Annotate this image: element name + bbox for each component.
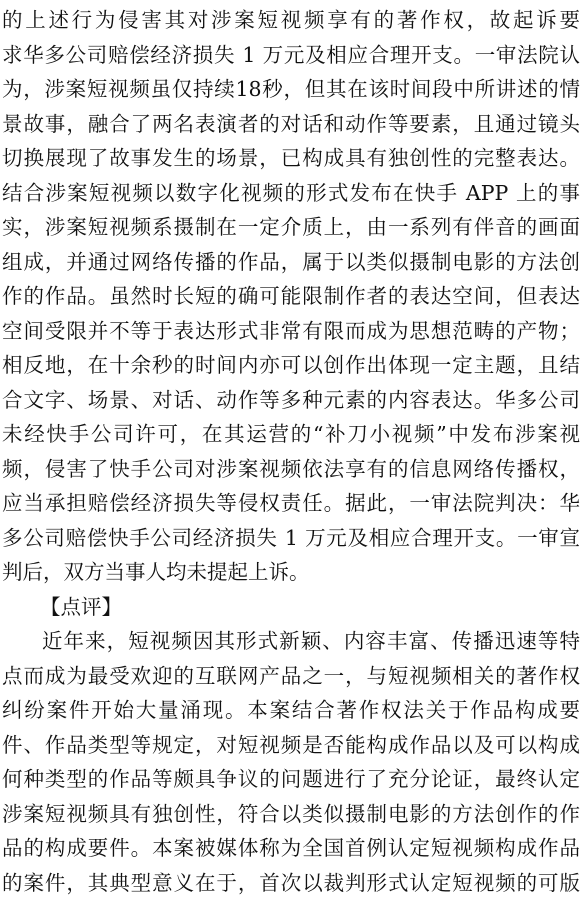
paragraph-1-line: 结合涉案短视频以数字化视频的形式发布在快手 APP 上的事: [2, 181, 580, 205]
paragraph-2-line: 涉案短视频具有独创性，符合以类似摄制电影的方法创作的作: [2, 802, 580, 826]
paragraph-1-line: 未经快手公司许可，在其运营的“补刀小视频”中发布涉案视: [2, 422, 580, 446]
paragraph-1-line: 切换展现了故事发生的场景，已构成具有独创性的完整表达。: [2, 146, 580, 170]
paragraph-1-line: 组成，并通过网络传播的作品，属于以类似摄制电影的方法创: [2, 250, 580, 274]
paragraph-1-line: 应当承担赔偿经济损失等侵权责任。据此，一审法院判决：华: [2, 491, 580, 515]
paragraph-2-line: 纠纷案件开始大量涌现。本案结合著作权法关于作品构成要: [2, 698, 580, 722]
paragraph-1-line: 合文字、场景、对话、动作等多种元素的内容表达。华多公司: [2, 388, 580, 412]
paragraph-2-line: 的案件，其典型意义在于，首次以裁判形式认定短视频的可版: [2, 871, 580, 895]
paragraph-1-line: 为，涉案短视频虽仅持续18秒，但其在该时间段中所讲述的情: [2, 77, 580, 101]
paragraph-1-line: 求华多公司赔偿经济损失 1 万元及相应合理开支。一审法院认: [2, 43, 580, 67]
paragraph-1-line: 判后，双方当事人均未提起上诉。: [2, 560, 310, 584]
paragraph-2-line: 近年来，短视频因其形式新颖、内容丰富、传播迅速等特: [42, 629, 580, 653]
paragraph-1-line: 空间受限并不等于表达形式非常有限而成为思想范畴的产物；: [2, 319, 580, 343]
paragraph-2-line: 件、作品类型等规定，对短视频是否能构成作品以及可以构成: [2, 733, 580, 757]
paragraph-1-line: 多公司赔偿快手公司经济损失 1 万元及相应合理开支。一审宣: [2, 526, 580, 550]
paragraph-1-line: 的上述行为侵害其对涉案短视频享有的著作权，故起诉要: [2, 8, 580, 32]
paragraph-2-line: 品的构成要件。本案被媒体称为全国首例认定短视频构成作品: [2, 836, 580, 860]
paragraph-1-line: 相反地，在十余秒的时间内亦可以创作出体现一定主题，且结: [2, 353, 580, 377]
paragraph-2-line: 点而成为最受欢迎的互联网产品之一，与短视频相关的著作权: [2, 664, 580, 688]
paragraph-1-line: 作的作品。虽然时长短的确可能限制作者的表达空间，但表达: [2, 284, 580, 308]
paragraph-1-line: 频，侵害了快手公司对涉案视频依法享有的信息网络传播权，: [2, 457, 580, 481]
section-heading: 【点评】: [40, 595, 122, 619]
paragraph-1-line: 实，涉案短视频系摄制在一定介质上，由一系列有伴音的画面: [2, 215, 580, 239]
paragraph-1-line: 景故事，融合了两名表演者的对话和动作等要素，且通过镜头: [2, 112, 580, 136]
paragraph-2-line: 何种类型的作品等颇具争议的问题进行了充分论证，最终认定: [2, 767, 580, 791]
